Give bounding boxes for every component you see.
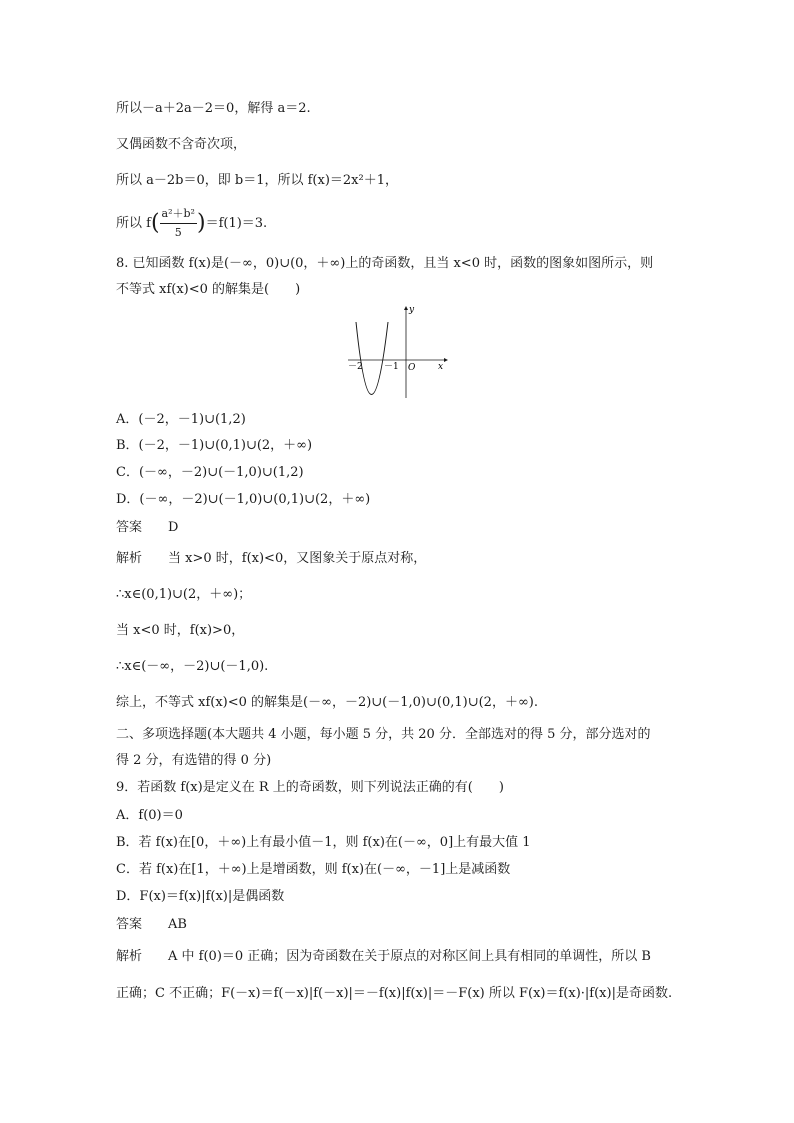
fraction [160, 205, 197, 242]
option-9-b: B．若 f(x)在[0，＋∞)上有最小值－1，则 f(x)在(－∞，0]上有最大值 1 [116, 835, 531, 850]
section-2-heading: 二、多项选择题(本大题共 4 小题，每小题 5 分，共 20 分．全部选对的得 5 分，部分选对的 [116, 727, 651, 742]
section-2-heading-2: 得 2 分，有选错的得 0 分) [116, 753, 272, 768]
answer-9 [116, 916, 187, 934]
explanation-9-line-1 [116, 948, 651, 966]
answer-value: D [168, 520, 179, 535]
question-8-stem: 8. 已知函数 f(x)是(－∞，0)∪(0，＋∞)上的奇函数，且当 x<0 时，函数的图象如图所示，则 [116, 256, 654, 271]
line-fraction-result [116, 205, 267, 242]
fraction-denominator: 5 [174, 226, 182, 239]
explanation-label: 解析 [116, 551, 143, 566]
tick-label-neg1: －1 [384, 362, 399, 372]
answer-8 [116, 519, 178, 537]
function-graph-figure [340, 302, 452, 402]
answer-value: AB [168, 917, 187, 932]
line-even-function: 又偶函数不含奇次项， [116, 137, 247, 152]
parabola-curve [356, 322, 388, 395]
option-9-d: D．F(x)＝f(x)|f(x)|是偶函数 [116, 889, 285, 904]
answer-label: 答案 [116, 520, 143, 535]
option-9-a: A．f(0)＝0 [116, 808, 183, 823]
explanation-8-line-2: ∴x∈(0,1)∪(2，＋∞)； [116, 587, 252, 602]
explanation-8-line-1 [116, 550, 426, 568]
y-axis-label: y [409, 305, 415, 315]
option-9-c: C．若 f(x)在[1，＋∞)上是增函数，则 f(x)在(－∞，－1]上是减函数 [116, 862, 511, 877]
explanation-8-line-3: 当 x<0 时，f(x)>0， [116, 623, 245, 638]
explanation-9-line-2: 正确；C 不正确；F(－x)＝f(－x)|f(－x)|＝－f(x)|f(x)|＝－F(x) 所以 F(x)＝f(x)·|f(x)|是奇函数. [116, 986, 673, 1001]
question-9-stem: 9．若函数 f(x)是定义在 R 上的奇函数，则下列说法正确的有( ) [116, 780, 504, 795]
x-axis-label: x [438, 362, 444, 372]
x-axis-arrow [444, 358, 448, 362]
tick-label-neg2: －2 [348, 362, 363, 372]
y-axis-arrow [404, 306, 408, 310]
fraction-prefix: 所以 f [116, 216, 151, 231]
explanation-8-line-4: ∴x∈(－∞，－2)∪(－1,0). [116, 659, 269, 674]
line-solve-b: 所以 a－2b＝0，即 b＝1，所以 f(x)＝2x²＋1， [116, 173, 398, 188]
option-8-c: C．(－∞，－2)∪(－1,0)∪(1,2) [116, 465, 304, 480]
origin-label: O [408, 363, 416, 373]
fraction-numerator: a²＋b² [160, 205, 197, 224]
paren-open: ( [150, 210, 160, 236]
fraction-suffix: ＝f(1)＝3. [205, 216, 268, 231]
paren-close: ) [196, 210, 206, 236]
answer-label: 答案 [116, 917, 143, 932]
option-8-b: B．(－2，－1)∪(0,1)∪(2，＋∞) [116, 438, 313, 453]
explanation-text: 当 x>0 时，f(x)<0，又图象关于原点对称， [168, 551, 427, 566]
question-8-stem-2: 不等式 xf(x)<0 的解集是( ) [116, 282, 301, 297]
explanation-label: 解析 [116, 949, 143, 964]
line-solve-a: 所以－a＋2a－2＝0，解得 a＝2. [116, 101, 311, 116]
explanation-8-line-5: 综上，不等式 xf(x)<0 的解集是(－∞，－2)∪(－1,0)∪(0,1)∪(2，＋∞). [116, 695, 538, 710]
option-8-a: A．(－2，－1)∪(1,2) [116, 412, 246, 427]
option-8-d: D．(－∞，－2)∪(－1,0)∪(0,1)∪(2，＋∞) [116, 492, 371, 507]
explanation-text: A 中 f(0)＝0 正确；因为奇函数在关于原点的对称区间上具有相同的单调性，所以 B [168, 949, 651, 964]
